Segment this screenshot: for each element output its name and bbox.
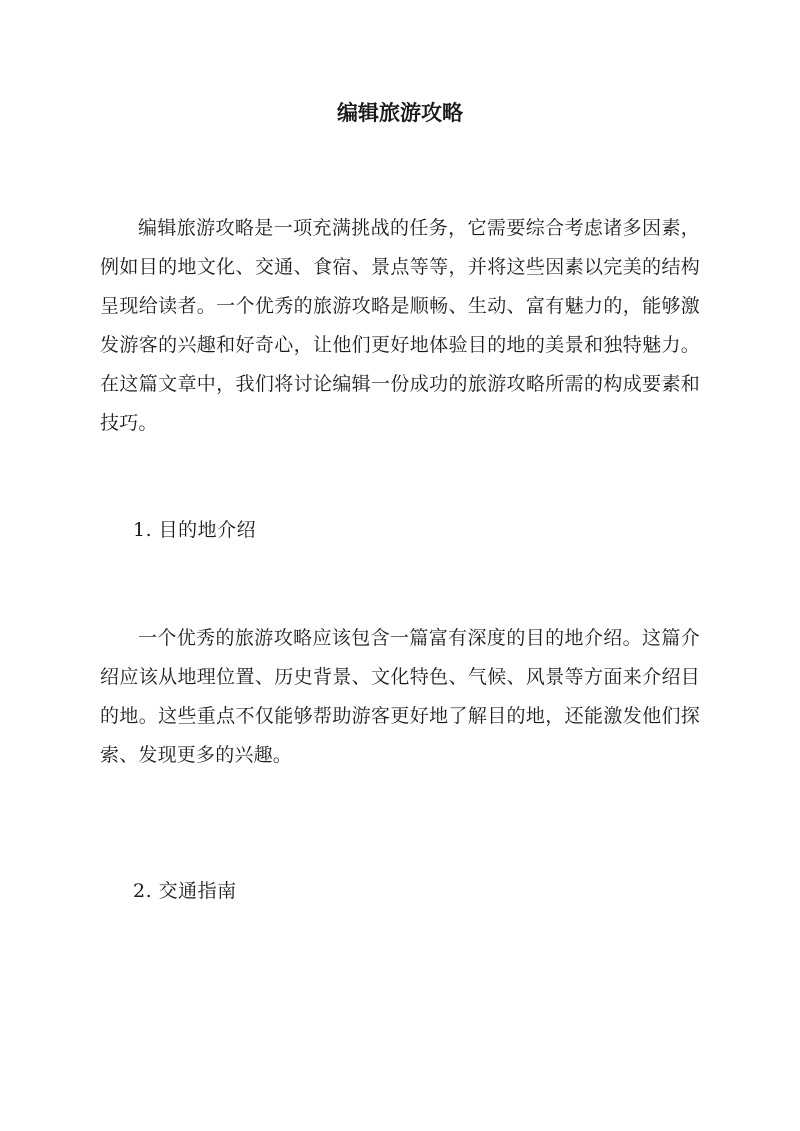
section-heading-transport: 2. 交通指南 <box>133 880 237 902</box>
intro-paragraph: 编辑旅游攻略是一项充满挑战的任务，它需要综合考虑诸多因素，例如目的地文化、交通、食宿、景点等等，并将这些因素以完美的结构呈现给读者。一个优秀的旅游攻略是顺畅、生动、富有魅力的，能够激发游客的兴趣和好奇心，让他们更好地体验目的地的美景和独特魅力。在这篇文章中，我们将讨论编辑一份成功的旅游攻略所需的构成要素和技巧。 <box>100 217 700 434</box>
document-title: 编辑旅游攻略 <box>337 100 463 125</box>
section-body-destination: 一个优秀的旅游攻略应该包含一篇富有深度的目的地介绍。这篇介绍应该从地理位置、历史背景、文化特色、气候、风景等方面来介绍目的地。这些重点不仅能够帮助游客更好地了解目的地，还能激发他们探索、发现更多的兴趣。 <box>100 627 700 766</box>
section-heading-destination: 1. 目的地介绍 <box>133 519 257 541</box>
